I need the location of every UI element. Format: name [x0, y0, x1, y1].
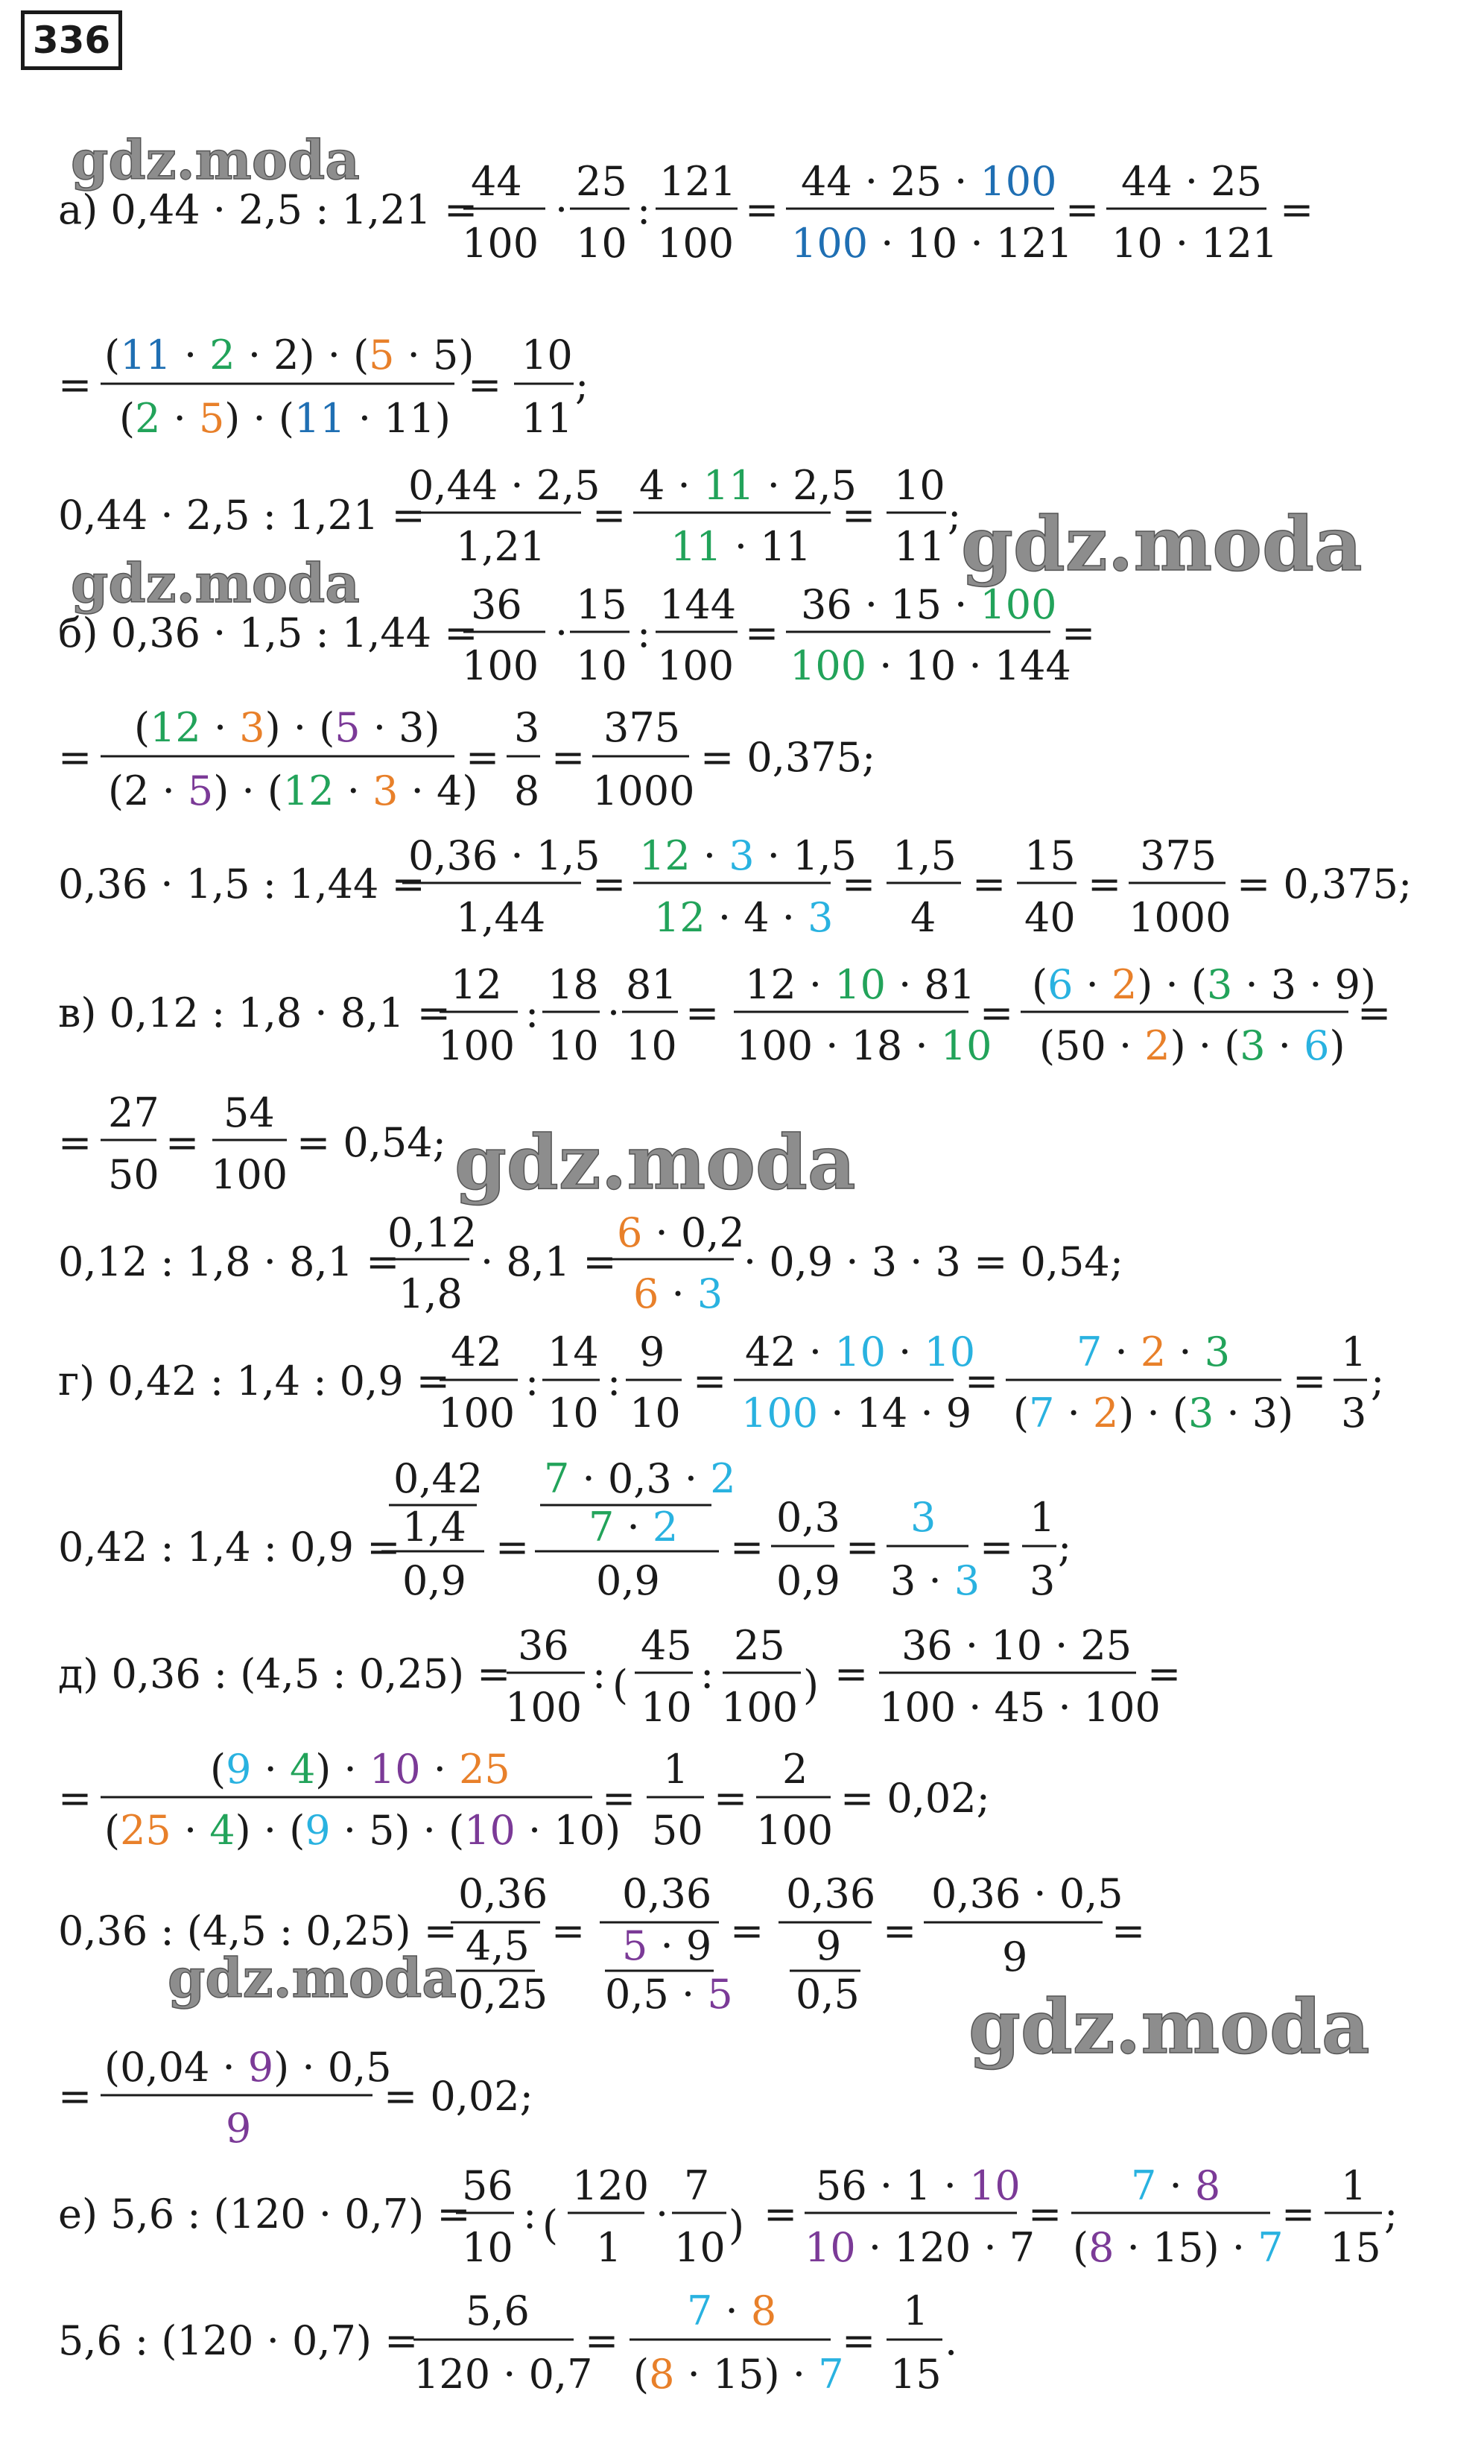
svg-text:1,4: 1,4 — [402, 1504, 466, 1551]
svg-text:=: = — [1293, 1358, 1327, 1404]
svg-text:=: = — [58, 1775, 92, 1822]
watermark: gdz.moda — [968, 1983, 1370, 2071]
svg-text:10: 10 — [630, 1390, 681, 1437]
expr-a3: 0,44 · 2,5 : 1,21 = — [58, 492, 425, 539]
svg-text:4: 4 — [910, 894, 936, 941]
svg-text:12 · 3 · 1,5: 12 · 3 · 1,5 — [639, 832, 857, 879]
svg-text:=: = — [1112, 1907, 1146, 1954]
svg-text:100: 100 — [721, 1684, 799, 1731]
svg-text:7 · 2: 7 · 2 — [589, 1504, 679, 1551]
svg-text:44: 44 — [471, 158, 522, 205]
svg-text:10: 10 — [674, 2224, 726, 2271]
svg-text:=: = — [1028, 2191, 1062, 2237]
svg-text:10: 10 — [521, 332, 573, 379]
svg-text:10: 10 — [576, 220, 627, 267]
svg-text:100: 100 — [756, 1807, 834, 1854]
svg-text:(: ( — [542, 2202, 559, 2249]
svg-text:100: 100 — [505, 1684, 583, 1731]
svg-text:=: = — [585, 2317, 619, 2364]
svg-text:100: 100 — [462, 220, 539, 267]
svg-text:50: 50 — [108, 1151, 159, 1198]
svg-text:=: = — [468, 361, 502, 408]
svg-text:·: · — [656, 2191, 669, 2237]
svg-text:18: 18 — [548, 961, 599, 1008]
svg-text:=: = — [592, 492, 627, 539]
expr-g2: 0,42 : 1,4 : 0,9 = — [58, 1524, 401, 1571]
svg-text:· 0,9 · 3 · 3 = 0,54;: · 0,9 · 3 · 3 = 0,54; — [743, 1238, 1123, 1285]
svg-text:1000: 1000 — [592, 767, 695, 814]
svg-text:=: = — [165, 1119, 200, 1166]
svg-text:12: 12 — [451, 961, 502, 1008]
svg-text:100: 100 — [657, 220, 735, 267]
expr-d3: 0,36 : (4,5 : 0,25) = — [58, 1907, 457, 1954]
svg-text:11: 11 — [894, 523, 945, 570]
svg-text::: : — [607, 1358, 621, 1404]
svg-text:= 0,375;: = 0,375; — [1237, 861, 1412, 908]
svg-text:40: 40 — [1024, 894, 1076, 941]
svg-text:(2 · 5) · (11 · 11): (2 · 5) · (11 · 11) — [119, 395, 451, 442]
svg-text:(2 · 5) · (12 · 3 · 4): (2 · 5) · (12 · 3 · 4) — [108, 767, 478, 814]
svg-text:15: 15 — [1330, 2224, 1381, 2271]
svg-text:100: 100 — [462, 642, 539, 689]
svg-text:=: = — [602, 1775, 636, 1822]
svg-text:44 · 25: 44 · 25 — [1121, 158, 1262, 205]
svg-text:4 · 11 · 2,5: 4 · 11 · 2,5 — [639, 462, 857, 509]
svg-text:1,44: 1,44 — [456, 894, 546, 941]
svg-text:7 · 2 · 3: 7 · 2 · 3 — [1076, 1328, 1231, 1375]
svg-text:100: 100 — [438, 1022, 516, 1069]
svg-text:(8 · 15) · 7: (8 · 15) · 7 — [1073, 2224, 1284, 2271]
svg-text:=: = — [685, 989, 720, 1036]
svg-text:12 · 4 · 3: 12 · 4 · 3 — [654, 894, 834, 941]
svg-text:;: ; — [1384, 2191, 1398, 2237]
svg-text:9: 9 — [816, 1922, 842, 1969]
svg-text::: : — [637, 186, 651, 233]
svg-text:50: 50 — [652, 1807, 703, 1854]
svg-text:=: = — [466, 734, 500, 781]
svg-text::: : — [523, 2191, 537, 2237]
expr-g1: г) 0,42 : 1,4 : 0,9 = — [58, 1358, 450, 1404]
svg-text:0,3: 0,3 — [776, 1494, 840, 1541]
svg-text:= 0,375;: = 0,375; — [700, 734, 876, 781]
svg-text:;: ; — [575, 361, 589, 408]
svg-text:1: 1 — [663, 1746, 689, 1793]
svg-text:100 · 14 · 9: 100 · 14 · 9 — [741, 1390, 972, 1437]
svg-text:(50 · 2) · (3 · 6): (50 · 2) · (3 · 6) — [1039, 1022, 1345, 1069]
svg-text:= 0,54;: = 0,54; — [297, 1119, 446, 1166]
svg-text:=: = — [842, 2317, 876, 2364]
svg-text:=: = — [842, 492, 876, 539]
svg-text:81: 81 — [626, 961, 677, 1008]
svg-text:=: = — [972, 861, 1006, 908]
svg-text:45: 45 — [641, 1622, 692, 1669]
svg-text:0,36: 0,36 — [786, 1870, 876, 1917]
svg-text:10: 10 — [894, 462, 945, 509]
svg-text:0,36: 0,36 — [458, 1870, 548, 1917]
watermark: gdz.moda — [961, 500, 1363, 588]
svg-text:3: 3 — [514, 704, 540, 751]
svg-text:42 · 10 · 10: 42 · 10 · 10 — [745, 1328, 976, 1375]
expr-v3: 0,12 : 1,8 · 8,1 = — [58, 1238, 400, 1285]
svg-text:=: = — [714, 1775, 748, 1822]
svg-text:(25 · 4) · (9 · 5) · (10 · 10): (25 · 4) · (9 · 5) · (10 · 10) — [104, 1807, 621, 1854]
svg-text:3: 3 — [1341, 1390, 1367, 1437]
svg-text:=: = — [551, 734, 586, 781]
svg-text:=: = — [1357, 989, 1392, 1036]
svg-text:8: 8 — [514, 767, 540, 814]
watermark: gdz.moda — [71, 551, 360, 615]
svg-text:3 · 3: 3 · 3 — [890, 1557, 980, 1604]
svg-text:120: 120 — [572, 2162, 650, 2209]
svg-text:9: 9 — [1002, 1933, 1028, 1980]
svg-text:100 · 18 · 10: 100 · 18 · 10 — [736, 1022, 992, 1069]
svg-text:5,6: 5,6 — [466, 2287, 530, 2334]
svg-text:44 · 25 · 100: 44 · 25 · 100 — [801, 158, 1057, 205]
svg-text:·: · — [607, 989, 621, 1036]
svg-text:100: 100 — [438, 1390, 516, 1437]
svg-text:7 · 8: 7 · 8 — [687, 2287, 777, 2334]
svg-text:100 · 10 · 144: 100 · 10 · 144 — [790, 642, 1071, 689]
svg-text:100 · 10 · 121: 100 · 10 · 121 — [791, 220, 1073, 267]
svg-text:=: = — [980, 1524, 1014, 1571]
svg-text:(6 · 2) · (3 · 3 · 9): (6 · 2) · (3 · 3 · 9) — [1032, 961, 1377, 1008]
svg-text:1,5: 1,5 — [892, 832, 957, 879]
svg-text:0,36: 0,36 — [622, 1870, 712, 1917]
watermark: gdz.moda — [454, 1118, 856, 1206]
svg-text:): ) — [729, 2202, 745, 2249]
svg-text:1: 1 — [596, 2224, 622, 2271]
svg-text:=: = — [730, 1524, 764, 1571]
svg-text:11: 11 — [521, 395, 573, 442]
svg-text:36 · 15 · 100: 36 · 15 · 100 — [801, 581, 1057, 628]
svg-text:25: 25 — [576, 158, 627, 205]
svg-text:11 · 11: 11 · 11 — [670, 523, 811, 570]
expr-e2: 5,6 : (120 · 0,7) = — [58, 2317, 419, 2364]
svg-text:1: 1 — [903, 2287, 929, 2334]
svg-text:25: 25 — [734, 1622, 785, 1669]
watermark: gdz.moda — [168, 1946, 457, 2009]
svg-text:0,44 · 2,5: 0,44 · 2,5 — [408, 462, 600, 509]
svg-text:10 · 120 · 7: 10 · 120 · 7 — [805, 2224, 1036, 2271]
svg-text:0,25: 0,25 — [458, 1971, 548, 2018]
svg-text:15: 15 — [576, 581, 627, 628]
svg-text:6 · 3: 6 · 3 — [633, 1270, 723, 1317]
svg-text:=: = — [965, 1358, 999, 1404]
svg-text:10: 10 — [462, 2224, 513, 2271]
svg-text:=: = — [745, 186, 779, 233]
svg-text:=: = — [1065, 186, 1100, 233]
svg-text:;: ; — [1058, 1524, 1072, 1571]
svg-text:=: = — [883, 1907, 917, 1954]
svg-text:120 · 0,7: 120 · 0,7 — [413, 2351, 593, 2398]
svg-text:(8 · 15) · 7: (8 · 15) · 7 — [633, 2351, 844, 2398]
svg-text:=: = — [730, 1907, 764, 1954]
svg-text:27: 27 — [108, 1089, 159, 1136]
svg-text:1: 1 — [1030, 1494, 1056, 1541]
svg-text:(12 · 3) · (5 · 3): (12 · 3) · (5 · 3) — [134, 704, 440, 751]
svg-text:6 · 0,2: 6 · 0,2 — [617, 1209, 745, 1256]
svg-text:=: = — [495, 1524, 530, 1571]
svg-text:;: ; — [1371, 1358, 1385, 1404]
svg-text::: : — [637, 609, 651, 656]
svg-text:144: 144 — [659, 581, 737, 628]
watermark: gdz.moda — [71, 128, 360, 191]
svg-text:1: 1 — [1341, 1328, 1367, 1375]
svg-text:3: 3 — [1030, 1557, 1056, 1604]
svg-text:=: = — [980, 989, 1014, 1036]
svg-text:42: 42 — [451, 1328, 502, 1375]
svg-text:.: . — [945, 2317, 958, 2364]
svg-text:): ) — [803, 1662, 819, 1708]
svg-text:10: 10 — [626, 1022, 677, 1069]
svg-text:100: 100 — [657, 642, 735, 689]
svg-text:1000: 1000 — [1129, 894, 1231, 941]
svg-text:375: 375 — [603, 704, 681, 751]
svg-text::: : — [525, 989, 539, 1036]
svg-text:4,5: 4,5 — [466, 1922, 530, 1969]
svg-text:56 · 1 · 10: 56 · 1 · 10 — [816, 2162, 1021, 2209]
svg-text:36 · 10 · 25: 36 · 10 · 25 — [901, 1622, 1132, 1669]
svg-text:12 · 10 · 81: 12 · 10 · 81 — [745, 961, 976, 1008]
svg-text:=: = — [1147, 1650, 1182, 1697]
svg-text:=: = — [846, 1524, 880, 1571]
svg-text:14: 14 — [548, 1328, 599, 1375]
svg-text:9: 9 — [226, 2105, 252, 2152]
svg-text:0,36 · 0,5: 0,36 · 0,5 — [931, 1870, 1123, 1917]
svg-text:0,12: 0,12 — [387, 1209, 478, 1256]
svg-text:0,36 · 1,5: 0,36 · 1,5 — [408, 832, 600, 879]
svg-text:1,8: 1,8 — [399, 1270, 463, 1317]
expr-b1: б) 0,36 · 1,5 : 1,44 = — [58, 609, 478, 656]
svg-text:10: 10 — [548, 1022, 599, 1069]
svg-text:0,42: 0,42 — [393, 1455, 483, 1502]
svg-text:(11 · 2 · 2) · (5 · 5): (11 · 2 · 2) · (5 · 5) — [104, 332, 475, 379]
svg-text:=: = — [58, 1119, 92, 1166]
svg-text:=: = — [58, 361, 92, 408]
svg-text:5 · 9: 5 · 9 — [622, 1922, 712, 1969]
svg-text::: : — [592, 1650, 606, 1697]
expr-v1: в) 0,12 : 1,8 · 8,1 = — [58, 989, 451, 1036]
svg-text:56: 56 — [462, 2162, 513, 2209]
svg-text:36: 36 — [518, 1622, 569, 1669]
svg-text:=: = — [1281, 2191, 1316, 2237]
svg-text:=: = — [693, 1358, 727, 1404]
svg-text:9: 9 — [639, 1328, 665, 1375]
svg-text:100 · 45 · 100: 100 · 45 · 100 — [879, 1684, 1161, 1731]
svg-text:121: 121 — [659, 158, 737, 205]
svg-text:= 0,02;: = 0,02; — [384, 2073, 533, 2120]
svg-text:54: 54 — [223, 1089, 275, 1136]
svg-text:· 8,1 =: · 8,1 = — [481, 1238, 617, 1285]
svg-text:·: · — [555, 186, 568, 233]
svg-text:=: = — [745, 609, 779, 656]
svg-text:1,21: 1,21 — [456, 523, 546, 570]
svg-text:=: = — [592, 861, 627, 908]
svg-text:=: = — [842, 861, 876, 908]
svg-text:(7 · 2) · (3 · 3): (7 · 2) · (3 · 3) — [1013, 1390, 1294, 1437]
svg-text:=: = — [1088, 861, 1122, 908]
svg-text:(9 · 4) · 10 · 25: (9 · 4) · 10 · 25 — [210, 1746, 510, 1793]
svg-text:=: = — [58, 2073, 92, 2120]
svg-text:=: = — [764, 2191, 798, 2237]
svg-text:7 · 8: 7 · 8 — [1131, 2162, 1221, 2209]
svg-text:15: 15 — [890, 2351, 942, 2398]
svg-text:= 0,02;: = 0,02; — [840, 1775, 990, 1822]
svg-text:0,5 · 5: 0,5 · 5 — [605, 1971, 733, 2018]
svg-text:10: 10 — [576, 642, 627, 689]
svg-text:=: = — [551, 1907, 586, 1954]
expr-b3: 0,36 · 1,5 : 1,44 = — [58, 861, 425, 908]
svg-text:0,9: 0,9 — [596, 1557, 660, 1604]
svg-text:·: · — [555, 609, 568, 656]
svg-text::: : — [700, 1650, 714, 1697]
svg-text:36: 36 — [471, 581, 522, 628]
svg-text:(0,04 · 9) · 0,5: (0,04 · 9) · 0,5 — [104, 2044, 392, 2091]
svg-text:15: 15 — [1024, 832, 1076, 879]
svg-text:0,9: 0,9 — [402, 1557, 466, 1604]
svg-text:7 · 0,3 · 2: 7 · 0,3 · 2 — [544, 1455, 736, 1502]
svg-text:10: 10 — [548, 1390, 599, 1437]
svg-text:=: = — [1280, 186, 1314, 233]
svg-text:10 · 121: 10 · 121 — [1112, 220, 1278, 267]
svg-text:=: = — [834, 1650, 869, 1697]
expr-e1: е) 5,6 : (120 · 0,7) = — [58, 2191, 471, 2237]
svg-text:375: 375 — [1140, 832, 1217, 879]
svg-text:100: 100 — [211, 1151, 288, 1198]
svg-text:2: 2 — [782, 1746, 808, 1793]
svg-text:10: 10 — [641, 1684, 692, 1731]
svg-text:=: = — [1062, 609, 1096, 656]
svg-text:3: 3 — [910, 1494, 936, 1541]
svg-text::: : — [525, 1358, 539, 1404]
problem-number: 336 — [21, 10, 122, 70]
svg-text:;: ; — [948, 492, 962, 539]
svg-text:0,5: 0,5 — [796, 1971, 860, 2018]
svg-text:1: 1 — [1341, 2162, 1367, 2209]
expr-d1: д) 0,36 : (4,5 : 0,25) = — [58, 1650, 511, 1697]
svg-text:=: = — [58, 734, 92, 781]
svg-text:7: 7 — [684, 2162, 710, 2209]
svg-text:0,9: 0,9 — [776, 1557, 840, 1604]
expr-a1: а) 0,44 · 2,5 : 1,21 = — [58, 186, 478, 233]
svg-text:(: ( — [612, 1662, 629, 1708]
